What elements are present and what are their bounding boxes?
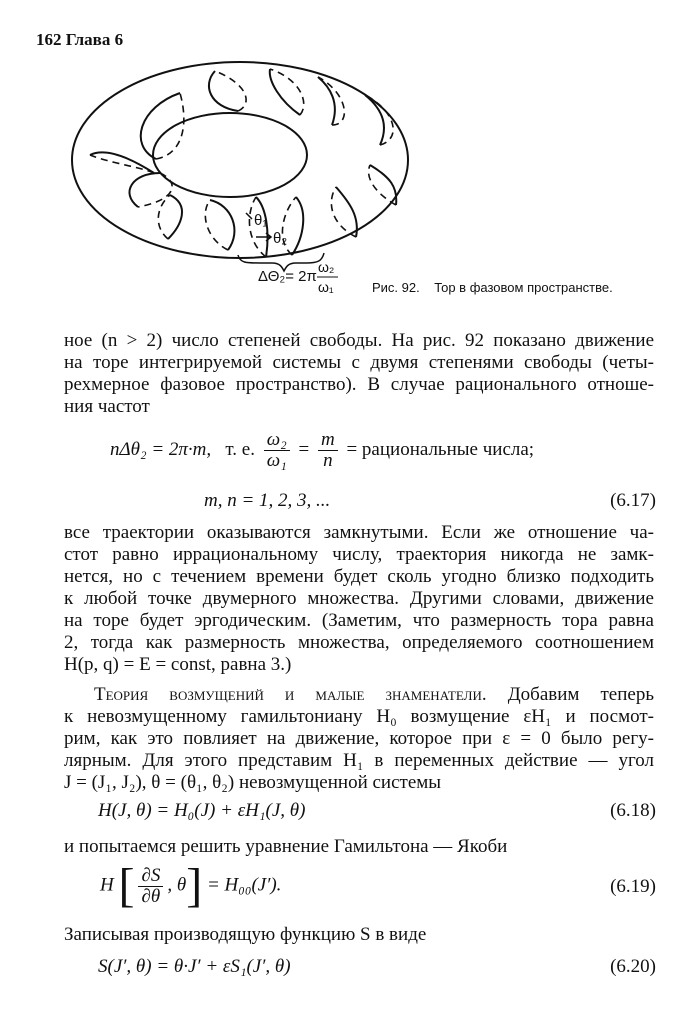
caption-text: Тор в фазовом пространстве. [434,280,613,295]
eq-617-line2: m, n = 1, 2, 3, ... [204,490,331,511]
equation-6-17-line2 [204,490,330,512]
eq-617-left: nΔθ₂ = 2π·m, [110,438,212,460]
equation-number-6-20: (6.20) [610,956,656,977]
text-line: лярным. Для этого представим H₁ в переменных действие — угол [64,750,654,771]
text-line: стот равно иррациональному числу, траектория никогда не замк- [64,544,654,565]
text-line: 2, тогда как размерность множества, определяемого соотношением [64,632,654,653]
text-line: нется, но с течением времени будет сколь угодно близко подходить [64,566,654,587]
section-heading: Теория возмущений и малые знаменатели. [94,684,487,705]
paragraph-4 [64,836,654,858]
theta2-label: θ₂ [273,230,288,247]
text-line: Теория возмущений и малые знаменатели. Добавим теперь [94,684,654,705]
text-line: Записывая производящую функцию S в виде [64,924,427,945]
text-line: к любой точке двумерного множества. Другими словами, движение [64,588,654,609]
paragraph-3 [64,684,654,794]
equation-6-17-line1 [110,430,534,471]
theta1-arrow [246,213,252,219]
text-line: все траектории оказываются замкнутыми. Если же отношение ча- [64,522,654,543]
torus-figure [60,55,660,300]
eq-617-te: т. е. [225,438,255,460]
trajectory-solid [90,69,396,257]
paragraph-2 [64,522,654,676]
equation-number-6-17: (6.17) [610,490,656,511]
text-line: ния частот [64,396,150,417]
paragraph-5 [64,924,654,946]
text-line: ное (n > 2) число степеней свободы. На рис. 92 показано движение [64,330,654,351]
eq-617-tail: = рациональные числа; [346,438,535,460]
text-line: к невозмущенному гамильтониану H₀ возмущение εH₁ и посмот- [64,706,654,727]
text-line: H(p, q) = E = const, равна 3.) [64,654,292,675]
text-line: J = (J₁, J₂), θ = (θ₁, θ₂) невозмущенной системы [64,772,442,793]
equation-number-6-19: (6.19) [610,876,656,897]
text-line: рехмерное фазовое пространство). В случае рационального отноше- [64,374,654,395]
delta-theta-label: ΔΘ₂= 2π [258,268,317,285]
delta-theta-den: ω₁ [318,279,334,295]
delta-theta-num: ω₂ [318,259,335,275]
equation-6-20: S(J′, θ) = θ·J′ + εS₁(J′, θ) [98,956,291,977]
eq-617-eq: = [298,438,310,460]
text-line: на торе интегрируемой системы с двумя степенями свободы (четы- [64,352,654,373]
eq-619-frac: $\frac{\partial S}{\partial\theta}$ [138,866,163,907]
figure-caption [372,280,613,295]
equation-6-19: H [ $\frac{\partial S}{\partial\theta}$ , θ] = H₀₀(J′). [100,859,282,912]
equation-6-18: H(J, θ) = H₀(J) + εH₁(J, θ) [98,800,306,821]
page-header: 162 Глава 6 [36,30,124,49]
eq-617-frac1: $\frac{\text{ω₂}}{\text{ω₁}}$ [264,430,290,471]
equation-number-6-18: (6.18) [610,800,656,821]
paragraph-1 [64,330,654,418]
caption-number: Рис. 92. [372,280,420,295]
torus-inner [153,113,307,197]
text-line: на торе будет эргодическим. (Заметим, что размерность тора равна [64,610,654,631]
theta1-label: θ₁ [254,212,268,229]
text-line: рим, как это повлияет на движение, которое при ε = 0 было регу- [64,728,654,749]
text-line: и попытаемся решить уравнение Гамильтона — Якоби [64,836,508,857]
eq-617-frac2: $\frac{m}{n}$ [318,430,338,471]
